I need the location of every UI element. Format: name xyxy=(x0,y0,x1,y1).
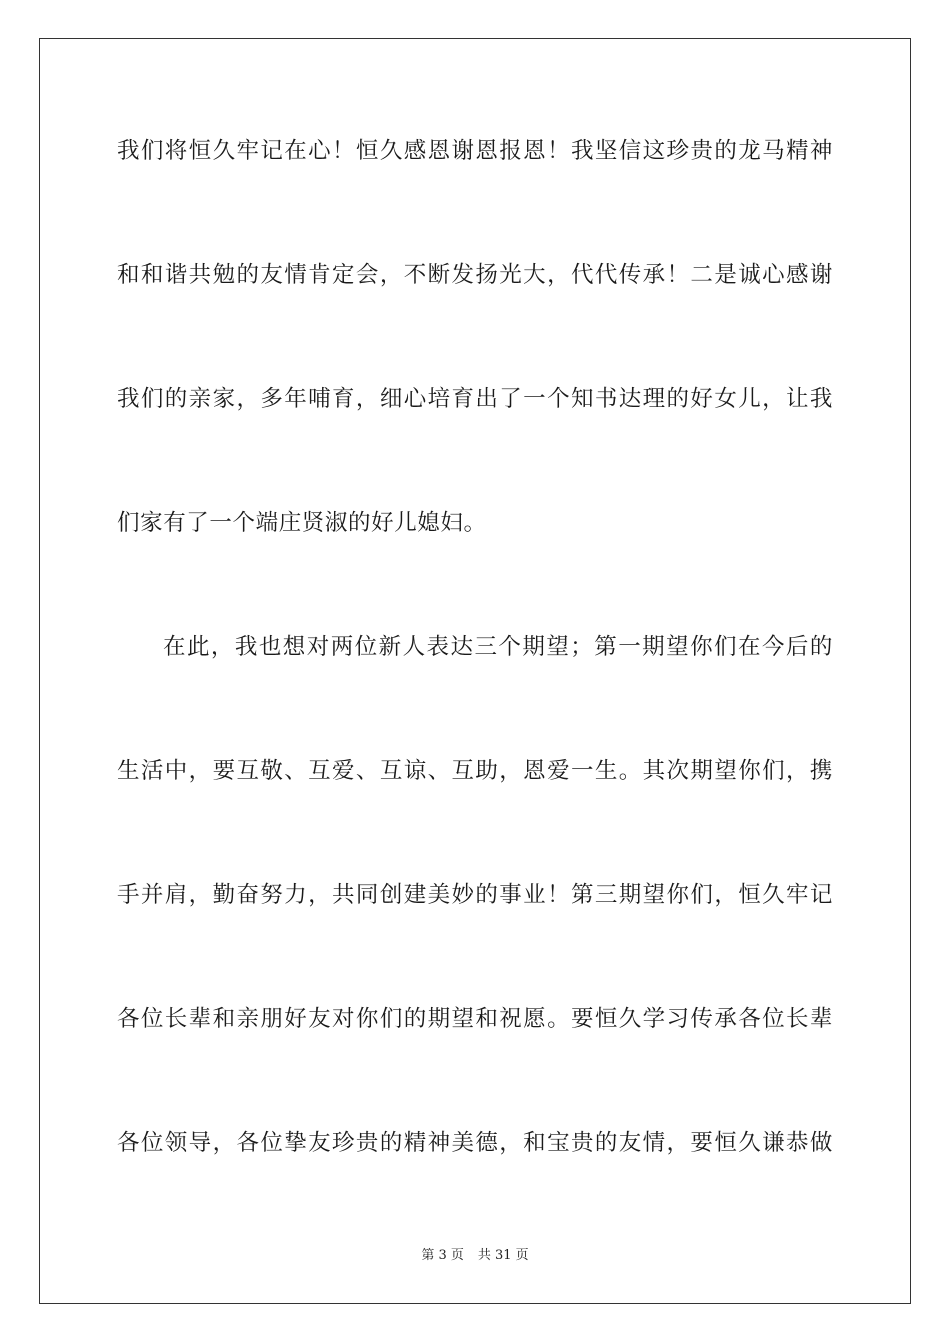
body-text-line: 我们将恒久牢记在心！恒久感恩谢恩报恩！我坚信这珍贵的龙马精神 xyxy=(117,138,833,164)
page-number: 第 3 页 xyxy=(421,1248,464,1263)
body-text-line: 生活中，要互敬、互爱、互谅、互助，恩爱一生。其次期望你们，携 xyxy=(117,758,833,784)
paragraph-first-line: 在此，我也想对两位新人表达三个期望；第一期望你们在今后的 xyxy=(163,634,833,660)
page-footer xyxy=(0,1247,950,1265)
body-text-line: 和和谐共勉的友情肯定会，不断发扬光大，代代传承！二是诚心感谢 xyxy=(117,262,833,288)
body-text-line: 我们的亲家，多年哺育，细心培育出了一个知书达理的好女儿，让我 xyxy=(117,386,833,412)
page-total: 共 31 页 xyxy=(477,1248,529,1263)
body-text-line: 各位领导，各位挚友珍贵的精神美德，和宝贵的友情，要恒久谦恭做 xyxy=(117,1130,833,1156)
body-text-line: 各位长辈和亲朋好友对你们的期望和祝愿。要恒久学习传承各位长辈 xyxy=(117,1006,833,1032)
body-text-line: 们家有了一个端庄贤淑的好儿媳妇。 xyxy=(117,510,487,536)
page-border xyxy=(39,38,911,1304)
body-text-line: 手并肩，勤奋努力，共同创建美妙的事业！第三期望你们，恒久牢记 xyxy=(117,882,833,908)
